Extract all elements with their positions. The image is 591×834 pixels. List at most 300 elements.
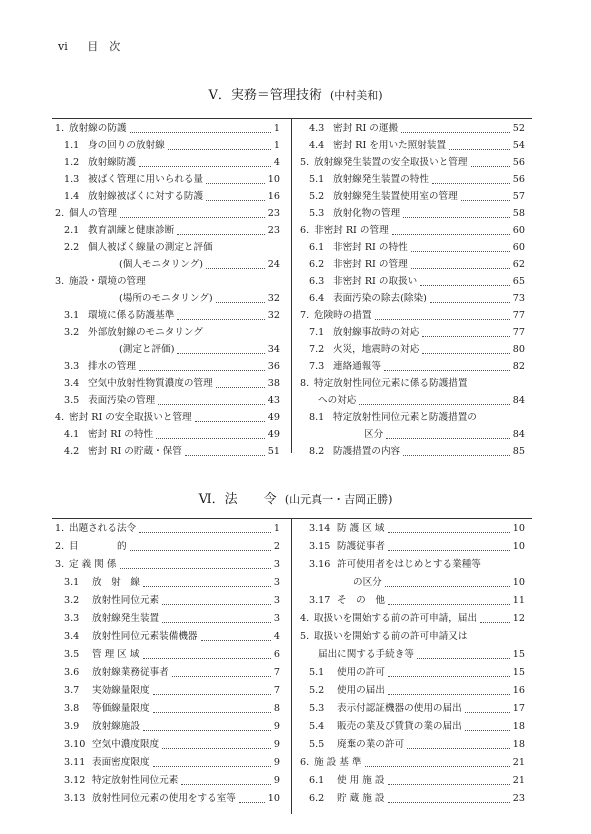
toc-entry-text: 施 設 基 準 bbox=[314, 757, 362, 768]
toc-dot-leader bbox=[388, 694, 510, 695]
toc-dot-leader bbox=[168, 149, 271, 150]
toc-entry-label bbox=[309, 206, 400, 222]
toc-entry bbox=[55, 665, 280, 681]
toc-dot-leader bbox=[130, 550, 271, 551]
toc-entry-text: 放射線施設 bbox=[92, 721, 140, 732]
toc-entry-label bbox=[309, 701, 462, 717]
toc-entry-label bbox=[309, 291, 427, 307]
toc-entry-number: 7. bbox=[300, 310, 310, 321]
toc-entry-number: 3.2 bbox=[64, 595, 80, 606]
toc-entry bbox=[55, 539, 280, 555]
toc-entry-label bbox=[64, 155, 136, 171]
toc-entry-number: 2. bbox=[55, 208, 65, 219]
toc-entry-page: 85 bbox=[512, 446, 525, 457]
toc-entry bbox=[300, 611, 525, 627]
toc-entry-label bbox=[64, 701, 150, 717]
toc-entry-number: 5.1 bbox=[309, 667, 325, 678]
toc-entry-text: 使 用 施 設 bbox=[337, 775, 385, 786]
toc-dot-leader bbox=[432, 183, 510, 184]
toc-entry-label bbox=[64, 138, 165, 154]
section-5-top-rule bbox=[52, 118, 532, 119]
toc-entry-page: 10 bbox=[267, 793, 280, 804]
toc-entry-text: 密封 RI の貯蔵・保管 bbox=[88, 446, 182, 457]
toc-dot-leader bbox=[403, 217, 510, 218]
toc-entry-page: 49 bbox=[267, 412, 280, 423]
toc-entry bbox=[300, 172, 525, 188]
toc-entry bbox=[55, 444, 280, 460]
toc-entry-text: 区分 bbox=[364, 429, 384, 440]
toc-dot-leader bbox=[388, 676, 510, 677]
toc-entry-page: 6 bbox=[273, 649, 280, 660]
toc-entry-label bbox=[309, 737, 404, 753]
toc-dot-leader bbox=[139, 166, 271, 167]
toc-dot-leader bbox=[143, 658, 271, 659]
toc-entry-number: 5.5 bbox=[309, 739, 325, 750]
toc-entry-number: 5.2 bbox=[309, 191, 325, 202]
toc-entry-text: 空気中放射性物質濃度の管理 bbox=[88, 378, 213, 389]
toc-entry-text: そ の 他 bbox=[337, 595, 385, 606]
toc-entry bbox=[55, 611, 280, 627]
toc-entry-page: 21 bbox=[512, 757, 525, 768]
toc-entry-text: 特定放射性同位元素と防護措置の bbox=[333, 412, 477, 423]
toc-entry bbox=[300, 629, 525, 645]
toc-dot-leader bbox=[471, 166, 510, 167]
toc-entry bbox=[300, 223, 525, 239]
toc-entry bbox=[300, 325, 525, 341]
toc-entry-label bbox=[309, 683, 385, 699]
toc-entry-page: 32 bbox=[267, 310, 280, 321]
toc-entry-number: 3.10 bbox=[64, 739, 86, 750]
toc-dot-leader bbox=[162, 604, 271, 605]
toc-entry-label bbox=[309, 342, 419, 358]
toc-entry-text: 放射性同位元素 bbox=[92, 595, 160, 606]
toc-entry bbox=[55, 701, 280, 717]
toc-entry bbox=[300, 257, 525, 273]
toc-entry bbox=[300, 240, 525, 256]
toc-entry-label bbox=[309, 791, 385, 807]
toc-entry bbox=[300, 155, 525, 171]
toc-entry-label bbox=[64, 719, 140, 735]
toc-entry-page: 2 bbox=[273, 541, 280, 552]
toc-entry-number: 3.13 bbox=[64, 793, 86, 804]
toc-entry bbox=[300, 189, 525, 205]
toc-entry bbox=[55, 359, 280, 375]
toc-entry-label bbox=[309, 719, 462, 735]
toc-entry-text: 被ばく管理に用いられる量 bbox=[88, 174, 204, 185]
toc-entry-number: 3.1 bbox=[64, 577, 80, 588]
toc-dot-leader bbox=[216, 302, 265, 303]
toc-entry-number: 5.3 bbox=[309, 208, 325, 219]
toc-entry-number: 5.4 bbox=[309, 721, 325, 732]
section-author: (山元真一・吉岡正勝) bbox=[284, 493, 393, 506]
toc-entry-text: 取扱いを開始する前の許可申請又は bbox=[314, 631, 468, 642]
toc-entry-label bbox=[300, 223, 389, 239]
toc-entry-label bbox=[55, 121, 127, 137]
toc-entry-number: 8.1 bbox=[309, 412, 325, 423]
toc-entry bbox=[55, 683, 280, 699]
toc-dot-leader bbox=[388, 784, 510, 785]
toc-entry-text: 放射線防護 bbox=[88, 157, 136, 168]
toc-entry-text: 非密封 RI の管理 bbox=[333, 259, 408, 270]
toc-entry-text: 表面汚染の除去(除染) bbox=[333, 293, 427, 304]
toc-entry-text: 放射線被ばくに対する防護 bbox=[88, 191, 204, 202]
toc-entry bbox=[300, 773, 525, 789]
toc-entry bbox=[55, 393, 280, 409]
toc-entry-text: (測定と評価) bbox=[119, 344, 175, 355]
toc-entry-text: 空気中濃度限度 bbox=[92, 739, 160, 750]
toc-entry-text: 放射性同位元素の使用をする室等 bbox=[92, 793, 236, 804]
toc-entry-number: 8.2 bbox=[309, 446, 325, 457]
toc-entry-label bbox=[364, 427, 383, 443]
toc-entry-text: 身の回りの放射線 bbox=[88, 140, 165, 151]
toc-entry-text: 密封 RI の安全取扱いと管理 bbox=[69, 412, 192, 423]
toc-entry bbox=[55, 155, 280, 171]
toc-entry bbox=[55, 189, 280, 205]
toc-entry-page: 10 bbox=[512, 577, 525, 588]
section-6-title bbox=[0, 488, 591, 507]
toc-entry bbox=[55, 376, 280, 392]
toc-entry-page: 84 bbox=[512, 395, 525, 406]
toc-entry-page: 11 bbox=[512, 595, 525, 606]
toc-dot-leader bbox=[359, 404, 510, 405]
toc-entry bbox=[300, 665, 525, 681]
toc-entry-text: 放射線事故時の対応 bbox=[333, 327, 420, 338]
toc-entry-text: 使用の届出 bbox=[337, 685, 385, 696]
toc-entry-label bbox=[300, 611, 477, 627]
toc-entry bbox=[300, 427, 525, 443]
toc-entry-label bbox=[64, 593, 159, 609]
toc-entry-label bbox=[309, 274, 417, 290]
toc-entry-page: 77 bbox=[512, 310, 525, 321]
toc-entry-text: 密封 RI を用いた照射装置 bbox=[333, 140, 447, 151]
section-title: Ⅵ．法 令 bbox=[198, 492, 277, 507]
toc-entry-label bbox=[64, 240, 213, 256]
toc-dot-leader bbox=[465, 730, 510, 731]
toc-entry-page: 23 bbox=[267, 225, 280, 236]
toc-entry-label bbox=[300, 376, 468, 392]
toc-entry bbox=[300, 342, 525, 358]
toc-entry-text: 防護措置の内容 bbox=[333, 446, 401, 457]
toc-entry-page: 4 bbox=[273, 631, 280, 642]
toc-entry bbox=[300, 557, 525, 573]
toc-entry-text: 実効線量限度 bbox=[92, 685, 150, 696]
toc-entry-label bbox=[309, 257, 408, 273]
toc-entry-text: 放射化物の管理 bbox=[333, 208, 401, 219]
toc-entry-text: 届出に関する手続き等 bbox=[318, 649, 414, 660]
toc-entry-text: 許可使用者をはじめとする業種等 bbox=[337, 559, 481, 570]
toc-entry-number: 3.9 bbox=[64, 721, 80, 732]
toc-entry-text: 放射線発生装置の特性 bbox=[333, 174, 429, 185]
toc-entry-text: 排水の管理 bbox=[88, 361, 136, 372]
toc-entry-text: 管 理 区 域 bbox=[92, 649, 140, 660]
toc-entry-page: 1 bbox=[273, 523, 280, 534]
toc-entry-number: 3.5 bbox=[64, 649, 80, 660]
toc-entry-number: 6.2 bbox=[309, 793, 325, 804]
toc-dot-leader bbox=[417, 658, 510, 659]
toc-entry-number: 5. bbox=[300, 631, 310, 642]
toc-entry-text: 個人の管理 bbox=[69, 208, 117, 219]
toc-entry-label bbox=[64, 444, 182, 460]
toc-dot-leader bbox=[401, 132, 510, 133]
toc-entry-label bbox=[64, 359, 136, 375]
section-title: Ⅴ．実務＝管理技術 bbox=[208, 88, 322, 103]
toc-dot-leader bbox=[153, 694, 271, 695]
toc-dot-leader bbox=[422, 336, 510, 337]
toc-entry-number: 7.1 bbox=[309, 327, 325, 338]
toc-entry-label bbox=[55, 557, 117, 573]
toc-entry-text: 密封 RI の運搬 bbox=[333, 123, 399, 134]
toc-entry bbox=[300, 376, 525, 392]
toc-dot-leader bbox=[388, 802, 510, 803]
toc-entry-text: 危険時の措置 bbox=[314, 310, 372, 321]
toc-entry-number: 3.1 bbox=[64, 310, 80, 321]
toc-dot-leader bbox=[465, 712, 510, 713]
toc-entry-number: 3.3 bbox=[64, 613, 80, 624]
toc-entry-label bbox=[309, 138, 446, 154]
toc-entry-text: 放 射 線 bbox=[92, 577, 140, 588]
toc-entry bbox=[300, 737, 525, 753]
toc-entry-label bbox=[64, 791, 236, 807]
toc-entry-label bbox=[309, 410, 477, 426]
toc-entry bbox=[55, 427, 280, 443]
toc-entry bbox=[55, 557, 280, 573]
toc-entry-text: 教育訓練と健康診断 bbox=[88, 225, 175, 236]
toc-entry-page: 60 bbox=[512, 225, 525, 236]
toc-entry-label bbox=[119, 257, 203, 273]
toc-entry bbox=[55, 274, 280, 290]
toc-entry-label bbox=[64, 773, 178, 789]
toc-entry bbox=[55, 737, 280, 753]
toc-entry-number: 7.3 bbox=[309, 361, 325, 372]
toc-dot-leader bbox=[153, 712, 271, 713]
toc-entry-number: 1. bbox=[55, 523, 65, 534]
toc-entry-number: 2.2 bbox=[64, 242, 80, 253]
toc-entry bbox=[300, 274, 525, 290]
toc-entry-label bbox=[64, 189, 203, 205]
toc-entry-number: 8. bbox=[300, 378, 310, 389]
toc-entry-text: の区分 bbox=[353, 577, 382, 588]
toc-entry-label bbox=[318, 647, 414, 663]
toc-entry-text: 密封 RI の特性 bbox=[88, 429, 154, 440]
toc-entry-text: 防 護 区 域 bbox=[337, 523, 385, 534]
toc-entry-page: 80 bbox=[512, 344, 525, 355]
toc-entry-page: 36 bbox=[267, 361, 280, 372]
toc-entry-page: 51 bbox=[267, 446, 280, 457]
toc-entry-page: 10 bbox=[512, 541, 525, 552]
toc-entry-page: 23 bbox=[267, 208, 280, 219]
toc-entry-label bbox=[64, 376, 213, 392]
toc-entry-label bbox=[318, 393, 356, 409]
toc-dot-leader bbox=[206, 268, 265, 269]
toc-entry-page: 84 bbox=[512, 429, 525, 440]
toc-entry-number: 3.4 bbox=[64, 631, 80, 642]
toc-dot-leader bbox=[407, 748, 510, 749]
toc-entry-text: 個人被ばく線量の測定と評価 bbox=[88, 242, 213, 253]
toc-dot-leader bbox=[130, 132, 271, 133]
section-5-column-divider bbox=[291, 118, 292, 453]
toc-entry-text: 販売の業及び賃貸の業の届出 bbox=[337, 721, 462, 732]
toc-entry-number: 7.2 bbox=[309, 344, 325, 355]
toc-entry bbox=[55, 172, 280, 188]
toc-entry bbox=[55, 647, 280, 663]
toc-entry-text: (個人モニタリング) bbox=[119, 259, 204, 270]
toc-entry-text: 放射線発生装置使用室の管理 bbox=[333, 191, 458, 202]
toc-entry-number: 3.15 bbox=[309, 541, 331, 552]
toc-dot-leader bbox=[181, 784, 271, 785]
toc-entry-page: 9 bbox=[273, 721, 280, 732]
toc-entry-label bbox=[309, 189, 458, 205]
toc-dot-leader bbox=[449, 149, 510, 150]
toc-entry-text: 取扱いを開始する前の許可申請，届出 bbox=[314, 613, 478, 624]
toc-entry-page: 34 bbox=[267, 344, 280, 355]
toc-entry bbox=[55, 773, 280, 789]
toc-dot-leader bbox=[162, 622, 271, 623]
toc-entry-number: 4.2 bbox=[64, 446, 80, 457]
toc-entry bbox=[55, 342, 280, 358]
toc-entry-number: 1.3 bbox=[64, 174, 80, 185]
toc-dot-leader bbox=[403, 455, 510, 456]
toc-entry-number: 4.3 bbox=[309, 123, 325, 134]
toc-dot-leader bbox=[158, 404, 265, 405]
toc-entry-text: 外部放射線のモニタリング bbox=[88, 327, 203, 338]
toc-entry-page: 38 bbox=[267, 378, 280, 389]
toc-entry-number: 4.1 bbox=[64, 429, 80, 440]
toc-entry-page: 1 bbox=[273, 140, 280, 151]
toc-entry-label bbox=[309, 593, 385, 609]
toc-entry-label bbox=[309, 521, 385, 537]
toc-entry-text: 火災，地震時の対応 bbox=[333, 344, 420, 355]
toc-entry-label bbox=[309, 539, 385, 555]
toc-entry-label bbox=[64, 427, 153, 443]
toc-entry-text: 放射線業務従事者 bbox=[92, 667, 169, 678]
toc-entry-label bbox=[64, 629, 198, 645]
toc-entry-number: 6.4 bbox=[309, 293, 325, 304]
toc-dot-leader bbox=[120, 217, 265, 218]
toc-entry-page: 7 bbox=[273, 685, 280, 696]
toc-entry-label bbox=[64, 683, 150, 699]
toc-dot-leader bbox=[480, 622, 510, 623]
toc-dot-leader bbox=[411, 251, 510, 252]
section-6-top-rule bbox=[52, 518, 532, 519]
toc-entry-number: 2.1 bbox=[64, 225, 80, 236]
toc-entry bbox=[300, 593, 525, 609]
toc-entry-number: 4. bbox=[55, 412, 65, 423]
toc-entry-number: 3.4 bbox=[64, 378, 80, 389]
toc-entry-label bbox=[309, 557, 481, 573]
toc-dot-leader bbox=[153, 766, 271, 767]
toc-entry-page: 18 bbox=[512, 721, 525, 732]
toc-entry-page: 9 bbox=[273, 739, 280, 750]
toc-entry-number: 3.12 bbox=[64, 775, 86, 786]
toc-entry bbox=[300, 359, 525, 375]
toc-entry-label bbox=[64, 611, 159, 627]
toc-entry-label bbox=[309, 121, 398, 137]
toc-entry-label bbox=[119, 291, 213, 307]
toc-entry-number: 3.3 bbox=[64, 361, 80, 372]
toc-entry-number: 3.6 bbox=[64, 667, 80, 678]
toc-entry-page: 82 bbox=[512, 361, 525, 372]
toc-dot-leader bbox=[177, 353, 265, 354]
toc-entry-number: 1.1 bbox=[64, 140, 80, 151]
toc-entry bbox=[300, 683, 525, 699]
toc-entry bbox=[55, 755, 280, 771]
toc-entry-label bbox=[55, 521, 136, 537]
toc-entry-number: 5. bbox=[300, 157, 310, 168]
toc-entry-page: 4 bbox=[273, 157, 280, 168]
toc-entry-page: 12 bbox=[512, 613, 525, 624]
toc-entry-text: への対応 bbox=[318, 395, 357, 406]
toc-entry bbox=[55, 593, 280, 609]
toc-entry-label bbox=[55, 410, 192, 426]
toc-entry-number: 3.11 bbox=[64, 757, 86, 768]
toc-dot-leader bbox=[384, 370, 510, 371]
toc-entry-text: 貯 蔵 施 設 bbox=[337, 793, 385, 804]
toc-entry bbox=[300, 575, 525, 591]
toc-entry bbox=[55, 291, 280, 307]
toc-entry bbox=[55, 257, 280, 273]
toc-dot-leader bbox=[386, 438, 510, 439]
toc-entry-page: 73 bbox=[512, 293, 525, 304]
toc-entry-text: 非密封 RI の特性 bbox=[333, 242, 408, 253]
toc-entry-number: 6.1 bbox=[309, 775, 325, 786]
toc-entry-text: 連絡通報等 bbox=[333, 361, 381, 372]
toc-entry-page: 32 bbox=[267, 293, 280, 304]
toc-entry bbox=[55, 521, 280, 537]
toc-entry bbox=[55, 791, 280, 807]
toc-entry-page: 56 bbox=[512, 157, 525, 168]
toc-entry-number: 3.16 bbox=[309, 559, 331, 570]
toc-dot-leader bbox=[365, 766, 510, 767]
toc-entry-number: 5.3 bbox=[309, 703, 325, 714]
toc-entry-number: 6. bbox=[300, 757, 310, 768]
toc-entry-text: 施設・環境の管理 bbox=[69, 276, 146, 287]
toc-entry-text: 防護従事者 bbox=[337, 541, 385, 552]
toc-dot-leader bbox=[461, 200, 510, 201]
section-author: (中村美和) bbox=[329, 89, 383, 102]
toc-entry bbox=[55, 308, 280, 324]
toc-entry bbox=[300, 410, 525, 426]
section-6-column-divider bbox=[291, 518, 292, 814]
toc-entry bbox=[300, 719, 525, 735]
toc-entry-text: 非密封 RI の管理 bbox=[314, 225, 389, 236]
toc-entry bbox=[300, 393, 525, 409]
toc-entry bbox=[300, 701, 525, 717]
toc-entry-number: 2. bbox=[55, 541, 65, 552]
toc-entry bbox=[300, 521, 525, 537]
toc-entry-page: 77 bbox=[512, 327, 525, 338]
toc-entry-page: 9 bbox=[273, 757, 280, 768]
toc-entry-number: 5.1 bbox=[309, 174, 325, 185]
toc-dot-leader bbox=[185, 455, 265, 456]
toc-entry-number: 6. bbox=[300, 225, 310, 236]
toc-entry-label bbox=[64, 223, 174, 239]
toc-entry-label bbox=[300, 629, 468, 645]
toc-entry bbox=[55, 325, 280, 341]
toc-entry-number: 4.4 bbox=[309, 140, 325, 151]
toc-dot-leader bbox=[162, 748, 271, 749]
toc-dot-leader bbox=[420, 285, 510, 286]
toc-entry bbox=[300, 206, 525, 222]
toc-entry-page: 3 bbox=[273, 595, 280, 606]
toc-entry bbox=[300, 291, 525, 307]
toc-entry-label bbox=[64, 575, 140, 591]
toc-entry-text: 放射性同位元素装備機器 bbox=[92, 631, 198, 642]
toc-entry-page: 18 bbox=[512, 739, 525, 750]
toc-dot-leader bbox=[388, 604, 510, 605]
toc-dot-leader bbox=[411, 268, 510, 269]
toc-entry bbox=[300, 647, 525, 663]
toc-entry-page: 16 bbox=[512, 685, 525, 696]
